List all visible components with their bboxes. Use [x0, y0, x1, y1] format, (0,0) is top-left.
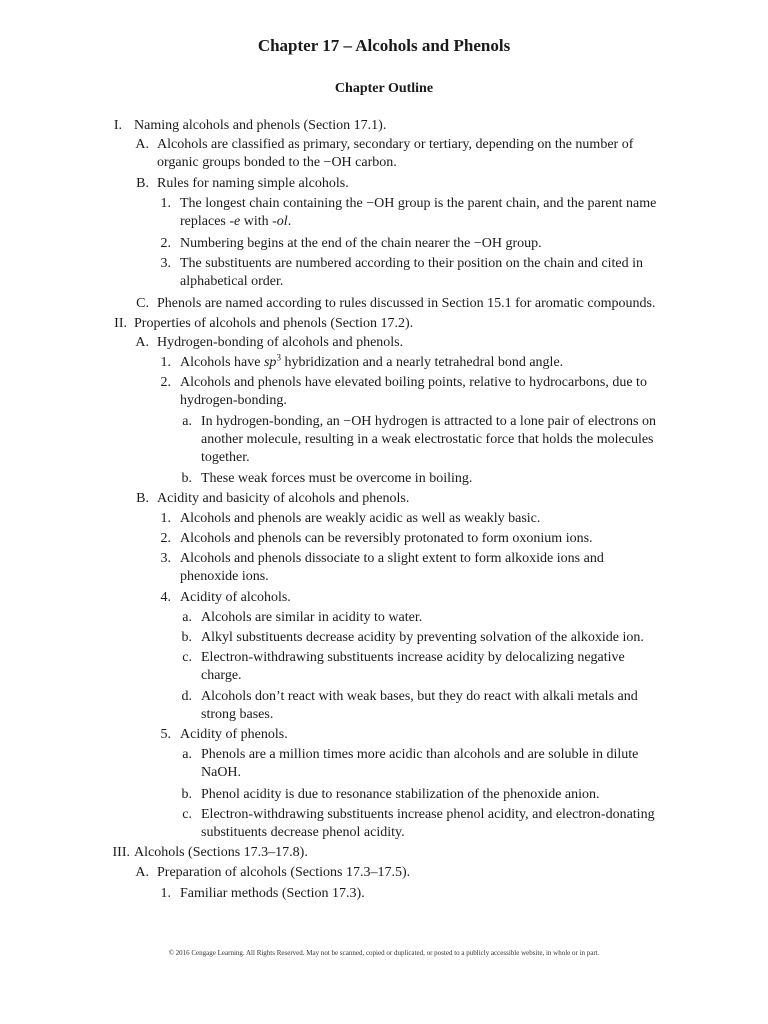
outline-line: [182, 807, 655, 823]
outline-marker: 3.: [160, 551, 171, 566]
outline-marker: 2.: [160, 236, 171, 251]
outline-text-italic: sp: [263, 355, 277, 370]
outline-marker: c.: [182, 807, 192, 822]
outline-text: Electron-withdrawing substituents increase acidity by delocalizing negative: [201, 650, 625, 665]
outline-marker: I.: [113, 118, 122, 133]
outline-line: [180, 214, 291, 230]
outline-line: [112, 845, 308, 861]
outline-line: [180, 393, 287, 409]
outline-text: Phenols are named according to rules discussed in Section 15.1 for aromatic compounds.: [157, 296, 656, 311]
outline-text: Phenols are a million times more acidic than alcohols and are soluble in dilute: [201, 747, 639, 762]
outline-line: [181, 630, 644, 646]
outline-text: Preparation of alcohols (Sections 17.3–17.5).: [157, 865, 411, 880]
outline-text: charge.: [201, 668, 242, 683]
outline-text: Numbering begins at the end of the chain nearer the −OH group.: [180, 236, 542, 251]
outline-text: Properties of alcohols and phenols (Section 17.2).: [134, 316, 414, 331]
outline-line: [201, 450, 250, 466]
outline-line: [182, 414, 656, 430]
outline-text: hydrogen-bonding.: [180, 393, 287, 408]
outline-line: [136, 491, 410, 507]
outline-line: [114, 316, 414, 332]
outline-text: alphabetical order.: [180, 274, 284, 289]
outline-marker: b.: [181, 630, 192, 645]
outline-marker: a.: [182, 610, 192, 625]
outline-marker: b.: [181, 471, 192, 486]
outline-line: [201, 765, 241, 781]
outline-text: Rules for naming simple alcohols.: [157, 176, 349, 191]
outline-line: [160, 727, 288, 743]
page-subtitle: Chapter Outline: [334, 81, 434, 96]
outline-line: [181, 471, 473, 487]
outline-line: [160, 256, 644, 272]
outline-marker: A.: [135, 335, 149, 350]
outline-marker: b.: [181, 787, 192, 802]
outline-text: Phenol acidity is due to resonance stabilization of the phenoxide anion.: [201, 787, 600, 802]
outline-line: [181, 787, 600, 803]
outline-text: Acidity of phenols.: [180, 727, 288, 742]
outline-marker: c.: [182, 650, 192, 665]
outline-marker: 1.: [160, 355, 171, 370]
outline-text-italic: -e: [229, 214, 241, 229]
outline-line: [201, 432, 654, 448]
outline-text: organic groups bonded to the −OH carbon.: [157, 155, 397, 170]
outline-marker: 2.: [160, 531, 171, 546]
outline-line: [135, 865, 411, 881]
outline-line: [136, 176, 349, 192]
outline-text: Acidity of alcohols.: [180, 590, 291, 605]
outline-line: [160, 196, 657, 212]
outline-marker: a.: [182, 414, 192, 429]
outline-line: [135, 335, 404, 351]
outline-text: strong bases.: [201, 707, 274, 722]
outline-line: [182, 747, 639, 763]
outline-marker: II.: [114, 316, 127, 331]
outline-text: Alcohols and phenols are weakly acidic as well as weakly basic.: [180, 511, 541, 526]
outline-line: [160, 531, 593, 547]
outline-text: Alcohols and phenols dissociate to a slight extent to form alkoxide ions and: [180, 551, 604, 566]
outline-line: [180, 274, 283, 290]
outline-text: Alcohols are similar in acidity to water.: [201, 610, 423, 625]
outline-marker: a.: [182, 747, 192, 762]
outline-line: [160, 375, 647, 391]
outline-text: The longest chain containing the −OH group is the parent chain, and the parent name: [180, 196, 657, 211]
outline-text-segment: with: [240, 214, 273, 229]
outline-text: substituents decrease phenol acidity.: [201, 825, 405, 840]
outline-line: [182, 610, 423, 626]
outline-line: [160, 511, 541, 527]
outline-text: Alkyl substituents decrease acidity by preventing solvation of the alkoxide ion.: [201, 630, 644, 645]
outline-text: The substituents are numbered according to their position on the chain and cited in: [180, 256, 644, 271]
outline-marker: III.: [112, 845, 130, 860]
outline-text: Familiar methods (Section 17.3).: [180, 886, 365, 901]
outline-line: [201, 668, 242, 684]
outline-line: [113, 118, 387, 134]
outline-marker: C.: [136, 296, 149, 311]
outline-marker: 5.: [160, 727, 171, 742]
outline-marker: B.: [136, 491, 149, 506]
outline-text-segment: Alcohols have: [180, 355, 264, 370]
outline-marker: 1.: [160, 886, 171, 901]
outline-marker: 2.: [160, 375, 171, 390]
outline-marker: 1.: [160, 196, 171, 211]
outline-text: Alcohols and phenols can be reversibly protonated to form oxonium ions.: [180, 531, 593, 546]
outline-line: [136, 296, 656, 312]
outline-line: [181, 689, 638, 705]
outline-text: another molecule, resulting in a weak electrostatic force that holds the molecules: [201, 432, 654, 447]
outline-text: Alcohols are classified as primary, secondary or tertiary, depending on the number of: [157, 137, 634, 152]
outline-text: phenoxide ions.: [180, 569, 269, 584]
outline-text: Naming alcohols and phenols (Section 17.1).: [134, 118, 387, 133]
outline-marker: A.: [135, 137, 149, 152]
outline-text: Alcohols (Sections 17.3–17.8).: [134, 845, 308, 860]
outline-text: Alcohols don’t react with weak bases, but they do react with alkali metals and: [201, 689, 638, 704]
outline-line: [160, 236, 542, 252]
outline-text: together.: [201, 450, 250, 465]
outline-line: [135, 137, 634, 153]
outline-text-segment: hybridization and a nearly tetrahedral bond angle.: [280, 355, 564, 370]
outline-line: [160, 352, 564, 371]
outline-marker: 4.: [160, 590, 171, 605]
outline-text: In hydrogen-bonding, an −OH hydrogen is attracted to a lone pair of electrons on: [201, 414, 656, 429]
outline-text: Hydrogen-bonding of alcohols and phenols.: [157, 335, 404, 350]
outline-text: These weak forces must be overcome in boiling.: [201, 471, 473, 486]
outline-line: [201, 825, 405, 841]
outline-text: Acidity and basicity of alcohols and phenols.: [157, 491, 410, 506]
outline-line: [157, 155, 397, 171]
copyright-footer: © 2016 Cengage Learning. All Rights Reserved. May not be scanned, copied or duplicated, or posted to a publicly accessible website, in whole or in part.: [168, 949, 600, 957]
page-title: Chapter 17 – Alcohols and Phenols: [257, 36, 511, 55]
outline-text: NaOH.: [201, 765, 242, 780]
outline-line: [182, 650, 625, 666]
outline-line: [160, 886, 365, 902]
outline-line: [160, 551, 604, 567]
outline-marker: d.: [181, 689, 192, 704]
outline-marker: 1.: [160, 511, 171, 526]
outline-line: [180, 569, 269, 585]
outline-marker: 3.: [160, 256, 171, 271]
outline-text-segment: .: [287, 214, 292, 229]
outline-marker: B.: [136, 176, 149, 191]
outline-text-italic: -ol: [272, 214, 288, 229]
outline-text-segment: replaces: [180, 214, 230, 229]
outline-line: [160, 590, 291, 606]
outline-superscript: 3: [276, 352, 281, 363]
outline-text: Alcohols and phenols have elevated boiling points, relative to hydrocarbons, due to: [180, 375, 647, 390]
outline-text: Electron-withdrawing substituents increase phenol acidity, and electron-donating: [201, 807, 655, 822]
outline-marker: A.: [135, 865, 149, 880]
outline-line: [201, 707, 273, 723]
